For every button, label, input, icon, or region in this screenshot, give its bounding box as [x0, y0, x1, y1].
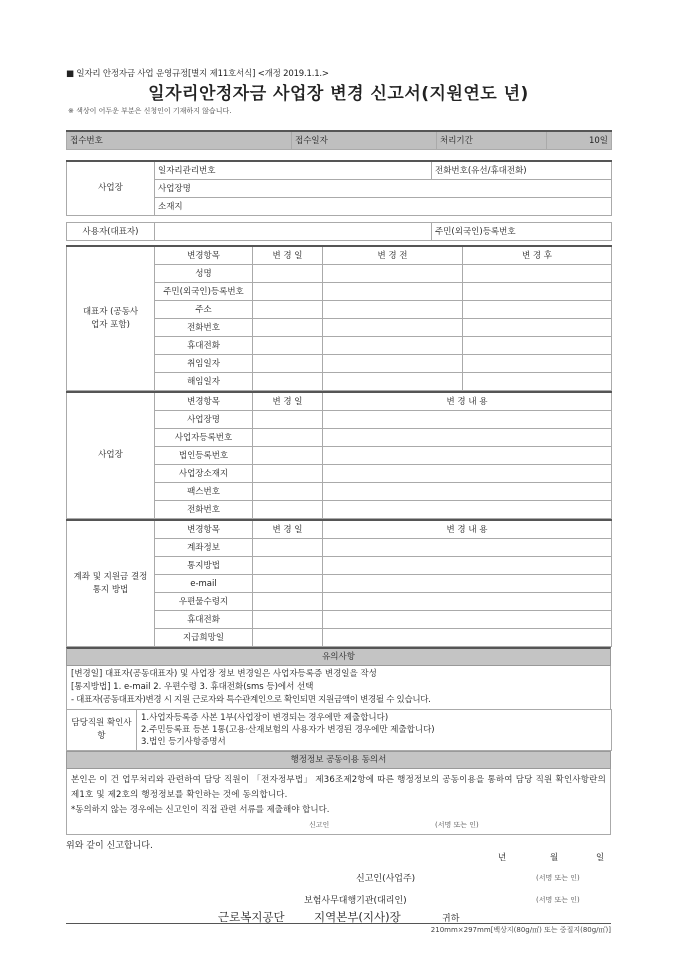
job-mgmt-no-field[interactable]: 일자리관리번호 [155, 161, 432, 180]
biz-item: 전화번호 [155, 501, 253, 519]
biz-content-cell[interactable] [323, 483, 612, 501]
rep-date-cell[interactable] [253, 301, 323, 319]
consent-text: 본인은 이 건 업무처리와 관련하여 담당 직원이 「전자정부법」 제36조제2항에 따른 행정정보의 공동이용을 통하여 담당 직원 확인사항란의 제1호 및 제2호의 행정정보를 확인하는 것에 동의합니다. [71, 775, 606, 800]
rep-after-cell[interactable] [463, 265, 612, 283]
biz-date-cell[interactable] [253, 411, 323, 429]
workplace-name-field[interactable]: 사업장명 [155, 180, 612, 198]
rep-item: 전화번호 [155, 319, 253, 337]
rep-after-cell[interactable] [463, 373, 612, 391]
officer-check-item: 2.주민등록표 등본 1통(고용·산재보험의 사용자가 변경된 경우에만 제출합니다) [141, 725, 435, 735]
receipt-table [66, 130, 612, 150]
caution-line: [변경일] 대표자(공동대표자) 및 사업장 정보 변경일은 사업자등록증 변경일을 작성 [71, 669, 377, 679]
biz-content-cell[interactable] [323, 429, 612, 447]
acc-content-cell[interactable] [323, 629, 612, 647]
date-day[interactable]: 일 [596, 853, 605, 863]
biz-col-date: 변 경 일 [253, 392, 323, 411]
acc-content-cell[interactable] [323, 557, 612, 575]
rep-col-date: 변 경 일 [253, 246, 323, 265]
employer-id-field[interactable]: 주민(외국인)등록번호 [432, 223, 612, 241]
biz-item: 팩스번호 [155, 483, 253, 501]
consent-footnote: *동의하지 않는 경우에는 신고인이 직접 관련 서류를 제출해야 합니다. [71, 805, 330, 815]
processing-period-label: 처리기간 [437, 131, 547, 150]
rep-before-cell[interactable] [323, 355, 463, 373]
processing-period-value: 10일 [547, 131, 612, 150]
rep-after-cell[interactable] [463, 337, 612, 355]
rep-after-cell[interactable] [463, 283, 612, 301]
biz-date-cell[interactable] [253, 447, 323, 465]
form-note: ※ 색상이 어두운 부분은 신청인이 기재하지 않습니다. [68, 107, 232, 115]
acc-item: 지급희망일 [155, 629, 253, 647]
acc-col-content: 변 경 내 용 [323, 520, 612, 539]
receipt-number: 접수번호 [67, 131, 292, 150]
rep-after-cell[interactable] [463, 355, 612, 373]
rep-before-cell[interactable] [323, 319, 463, 337]
rep-date-cell[interactable] [253, 265, 323, 283]
consent-body [66, 769, 611, 835]
rep-date-cell[interactable] [253, 283, 323, 301]
workplace-section-label: 사업장 [67, 161, 155, 216]
consent-reporter-label: 신고인 [309, 821, 330, 829]
rep-date-cell[interactable] [253, 337, 323, 355]
acc-date-cell[interactable] [253, 539, 323, 557]
agent-label: 보험사무대행기관(대리인) [304, 896, 407, 906]
addressee-branch: 지역본부(지사)장 [314, 910, 401, 924]
representative-section-label: 대표자 (공동사업자 포함) [67, 246, 155, 391]
workplace-table [66, 160, 612, 241]
rep-date-cell[interactable] [253, 373, 323, 391]
reporter-label: 신고인(사업주) [356, 874, 416, 884]
agent-sign[interactable]: (서명 또는 인) [536, 896, 580, 904]
rep-item: 해임일자 [155, 373, 253, 391]
rep-before-cell[interactable] [323, 373, 463, 391]
acc-item: 통지방법 [155, 557, 253, 575]
biz-item: 법인등록번호 [155, 447, 253, 465]
addressee-suffix: 귀하 [442, 914, 460, 924]
rep-col-after: 변 경 후 [463, 246, 612, 265]
addressee-org: 근로복지공단 [218, 910, 285, 924]
rep-before-cell[interactable] [323, 283, 463, 301]
reporter-sign[interactable]: (서명 또는 인) [536, 874, 580, 882]
rep-before-cell[interactable] [323, 337, 463, 355]
account-table [66, 519, 612, 647]
declaration-text: 위와 같이 신고합니다. [66, 841, 153, 851]
cautions-heading: 유의사항 [66, 647, 611, 666]
biz-date-cell[interactable] [253, 501, 323, 519]
acc-item: e-mail [155, 575, 253, 593]
biz-item: 사업장소재지 [155, 465, 253, 483]
rep-before-cell[interactable] [323, 265, 463, 283]
representative-table [66, 245, 612, 391]
acc-content-cell[interactable] [323, 539, 612, 557]
biz-col-item: 변경항목 [155, 392, 253, 411]
rep-before-cell[interactable] [323, 301, 463, 319]
biz-content-cell[interactable] [323, 465, 612, 483]
biz-date-cell[interactable] [253, 465, 323, 483]
declaration-block [66, 835, 611, 924]
officer-check-items [137, 710, 612, 751]
rep-col-before: 변 경 전 [323, 246, 463, 265]
acc-date-cell[interactable] [253, 557, 323, 575]
officer-check-table [66, 709, 612, 751]
acc-content-cell[interactable] [323, 575, 612, 593]
biz-item: 사업자등록번호 [155, 429, 253, 447]
employer-label: 사용자(대표자) [67, 223, 155, 241]
rep-item: 휴대전화 [155, 337, 253, 355]
acc-content-cell[interactable] [323, 593, 612, 611]
rep-item: 성명 [155, 265, 253, 283]
rep-item: 취임일자 [155, 355, 253, 373]
rep-after-cell[interactable] [463, 301, 612, 319]
acc-item: 계좌정보 [155, 539, 253, 557]
date-year[interactable]: 년 [498, 853, 507, 863]
rep-date-cell[interactable] [253, 319, 323, 337]
form-title: 일자리안정자금 사업장 변경 신고서(지원연도 년) [148, 84, 529, 104]
rep-date-cell[interactable] [253, 355, 323, 373]
cautions-body [66, 666, 611, 709]
business-section-label: 사업장 [67, 392, 155, 519]
biz-content-cell[interactable] [323, 447, 612, 465]
officer-check-item: 1.사업자등록증 사본 1부(사업장이 변경되는 경우에만 제출합니다) [141, 713, 389, 723]
acc-content-cell[interactable] [323, 611, 612, 629]
consent-sign[interactable]: (서명 또는 인) [435, 821, 479, 829]
acc-col-date: 변 경 일 [253, 520, 323, 539]
account-section-label: 계좌 및 지원금 결정 통지 방법 [67, 520, 155, 647]
rep-item: 주민(외국인)등록번호 [155, 283, 253, 301]
workplace-address-field[interactable]: 소재지 [155, 198, 612, 216]
rep-col-item: 변경항목 [155, 246, 253, 265]
acc-date-cell[interactable] [253, 629, 323, 647]
biz-date-cell[interactable] [253, 429, 323, 447]
acc-date-cell[interactable] [253, 611, 323, 629]
phone-field[interactable]: 전화번호(유선/휴대전화) [432, 161, 612, 180]
biz-date-cell[interactable] [253, 483, 323, 501]
caution-line: [통지방법] 1. e-mail 2. 우편수령 3. 휴대전화(sms 등)에서 선택 [71, 682, 314, 692]
acc-col-item: 변경항목 [155, 520, 253, 539]
biz-item: 사업장명 [155, 411, 253, 429]
employer-name-field[interactable] [155, 223, 432, 241]
biz-col-content: 변 경 내 용 [323, 392, 612, 411]
caution-line: - 대표자(공동대표자)변경 시 지원 근로자와 특수관계인으로 확인되면 지원금액이 변경될 수 있습니다. [71, 695, 431, 705]
rep-item: 주소 [155, 301, 253, 319]
biz-content-cell[interactable] [323, 411, 612, 429]
consent-heading: 행정정보 공동이용 동의서 [66, 751, 611, 769]
paper-spec: 210mm×297mm[백상지(80g/㎡) 또는 중질지(80g/㎡)] [430, 926, 611, 934]
receipt-date: 접수일자 [292, 131, 437, 150]
biz-content-cell[interactable] [323, 501, 612, 519]
officer-check-label: 담당직원 확인사항 [67, 710, 137, 751]
business-table [66, 391, 612, 519]
form-reference: ■ 일자리 안정자금 사업 운영규정[별지 제11호서식] <개정 2019.1.1.> [66, 69, 329, 79]
acc-item: 우편물수령지 [155, 593, 253, 611]
acc-date-cell[interactable] [253, 593, 323, 611]
report-form [66, 68, 611, 936]
acc-item: 휴대전화 [155, 611, 253, 629]
officer-check-item: 3.법인 등기사항증명서 [141, 737, 226, 747]
date-month[interactable]: 월 [550, 853, 559, 863]
rep-after-cell[interactable] [463, 319, 612, 337]
acc-date-cell[interactable] [253, 575, 323, 593]
